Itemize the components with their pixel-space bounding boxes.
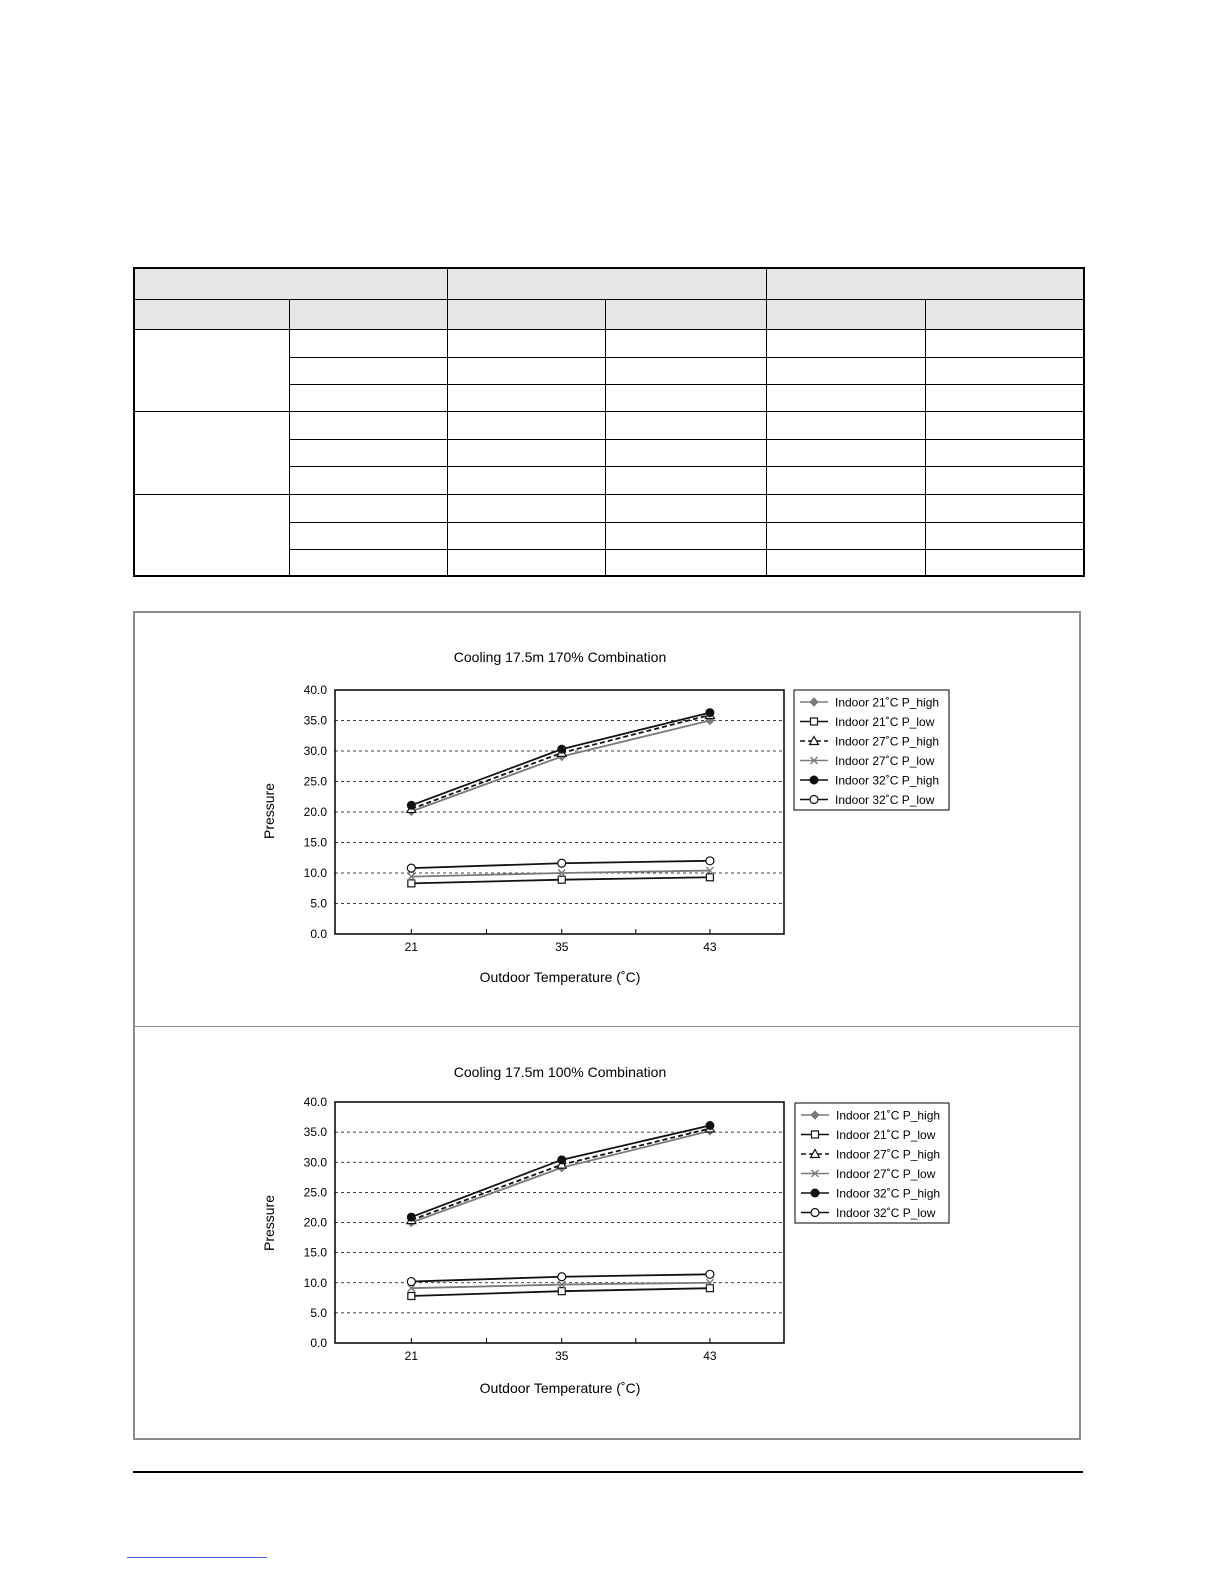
data-point [407, 1278, 415, 1286]
x-axis-label: Outdoor Temperature (˚C) [479, 969, 641, 985]
plot-area [304, 1095, 784, 1363]
series-line [411, 1131, 710, 1223]
data-point [558, 1288, 565, 1295]
data-point [558, 1273, 566, 1281]
legend-marker [811, 1209, 819, 1217]
data-point [407, 1213, 415, 1221]
y-axis-label: Pressure [261, 1194, 277, 1252]
legend-label: Indoor 21˚C P_low [835, 715, 935, 729]
x-tick-label: 21 [404, 940, 419, 954]
y-tick-label: 0.0 [310, 1336, 327, 1350]
y-tick-label: 15.0 [303, 835, 327, 850]
y-tick-label: 15.0 [303, 1245, 327, 1260]
legend-label: Indoor 27˚C P_low [836, 1167, 936, 1181]
x-tick-label: 35 [555, 940, 569, 954]
chart-title: Cooling 17.5m 170% Combination [453, 649, 667, 665]
x-tick-label: 43 [703, 940, 717, 954]
y-tick-label: 20.0 [303, 1215, 327, 1230]
legend-label: Indoor 32˚C P_high [835, 773, 940, 788]
x-axis-label: Outdoor Temperature (˚C) [479, 1380, 641, 1396]
y-tick-label: 10.0 [303, 1275, 327, 1290]
legend-label: Indoor 21˚C P_low [836, 1128, 936, 1142]
y-tick-label: 5.0 [310, 896, 327, 911]
legend-label: Indoor 32˚C P_high [836, 1186, 941, 1201]
footer-rule [133, 1471, 1083, 1473]
legend-label: Indoor 27˚C P_high [835, 734, 940, 749]
y-tick-label: 0.0 [310, 927, 327, 941]
y-tick-label: 35.0 [303, 713, 327, 728]
x-tick-label: 21 [404, 1349, 419, 1363]
y-tick-label: 40.0 [303, 1095, 327, 1109]
data-point [558, 1156, 566, 1164]
data-point [706, 1121, 714, 1129]
legend-label: Indoor 27˚C P_low [835, 754, 935, 768]
x-tick-label: 43 [703, 1349, 717, 1363]
y-tick-label: 25.0 [303, 774, 327, 789]
y-tick-label: 30.0 [303, 744, 327, 758]
legend-label: Indoor 21˚C P_high [836, 1108, 941, 1123]
y-tick-label: 30.0 [303, 1155, 327, 1170]
y-tick-label: 20.0 [303, 805, 327, 819]
legend-label: Indoor 32˚C P_low [836, 1206, 936, 1220]
data-point [706, 1270, 714, 1278]
legend-label: Indoor 32˚C P_low [835, 793, 935, 807]
legend [795, 1103, 949, 1223]
data-point [408, 1293, 415, 1300]
chart-title: Cooling 17.5m 100% Combination [453, 1064, 667, 1080]
y-axis-label: Pressure [261, 782, 277, 840]
legend-label: Indoor 27˚C P_high [836, 1147, 941, 1162]
footer-link-underline [127, 1557, 267, 1558]
y-tick-label: 40.0 [303, 683, 327, 697]
y-tick-label: 25.0 [303, 1185, 327, 1200]
legend-label: Indoor 21˚C P_high [835, 695, 940, 710]
legend-marker [811, 1189, 819, 1197]
y-tick-label: 35.0 [303, 1125, 327, 1140]
y-tick-label: 5.0 [310, 1305, 327, 1320]
legend-marker [812, 1131, 819, 1138]
x-tick-label: 35 [555, 1349, 569, 1363]
y-tick-label: 10.0 [303, 866, 327, 880]
